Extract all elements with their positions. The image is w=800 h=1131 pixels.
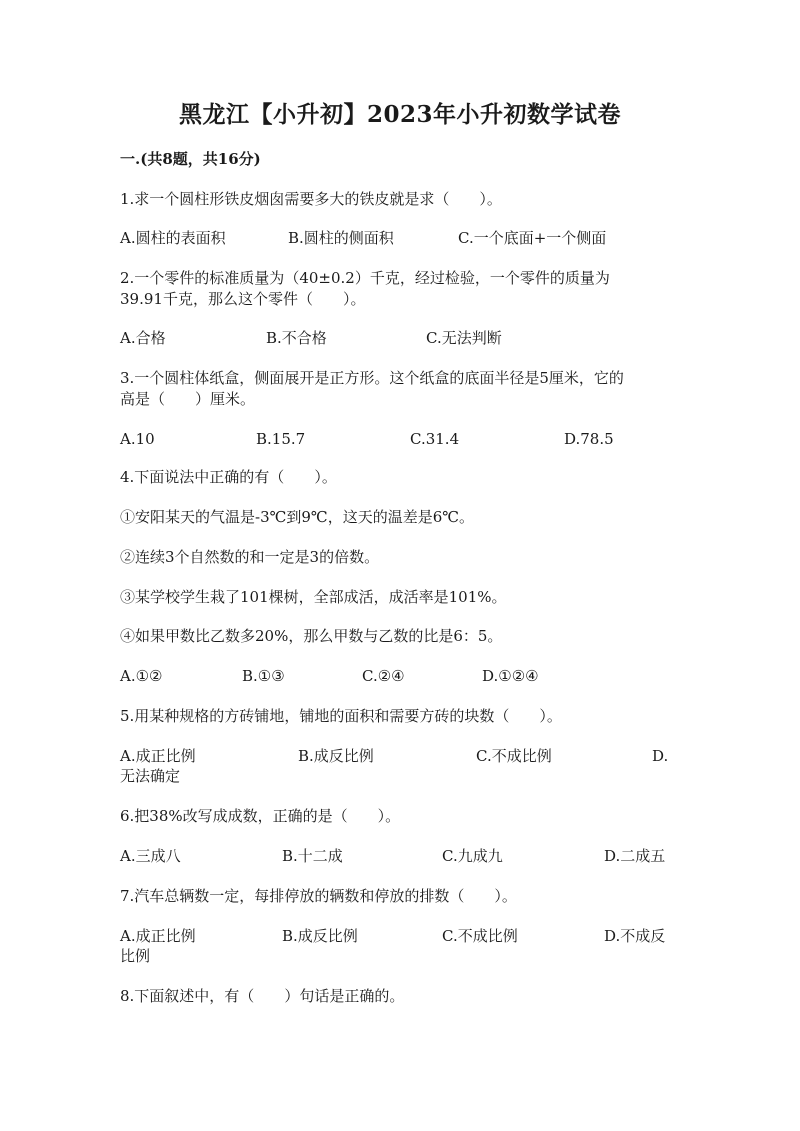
question-3-option-c: C.31.4: [410, 430, 460, 448]
question-3-stem-line-1: 3.一个圆柱体纸盒，侧面展开是正方形。这个纸盒的底面半径是5厘米，它的: [120, 369, 624, 387]
question-7-option-d-wrap: 比例: [120, 947, 151, 965]
question-1-option-b: B.圆柱的侧面积: [288, 229, 394, 247]
question-7-option-d: D.不成反: [604, 927, 666, 945]
question-4-option-a: A.①②: [120, 667, 163, 685]
question-3-stem-line-2: 高是（ ）厘米。: [120, 390, 256, 408]
question-5-option-d-wrap: 无法确定: [120, 767, 181, 785]
question-2-option-b: B.不合格: [266, 329, 327, 347]
question-7-stem: 7.汽车总辆数一定，每排停放的辆数和停放的排数（ ）。: [120, 887, 517, 905]
question-3-option-d: D.78.5: [564, 430, 614, 448]
question-1-stem: 1.求一个圆柱形铁皮烟囱需要多大的铁皮就是求（ ）。: [120, 190, 502, 208]
question-2-stem-line-2: 39.91千克，那么这个零件（ ）。: [120, 290, 366, 308]
question-4-statement-3: ③某学校学生栽了101棵树，全部成活，成活率是101%。: [120, 588, 507, 606]
question-7-option-b: B.成反比例: [282, 927, 358, 945]
question-5-stem: 5.用某种规格的方砖铺地，铺地的面积和需要方砖的块数（ ）。: [120, 707, 562, 725]
question-4-statement-1: ①安阳某天的气温是-3℃到9℃，这天的温差是6℃。: [120, 508, 475, 526]
question-1-option-a: A.圆柱的表面积: [120, 229, 226, 247]
question-6-stem: 6.把38%改写成成数，正确的是（ ）。: [120, 807, 401, 825]
question-5-option-a: A.成正比例: [120, 747, 196, 765]
question-6-option-d: D.二成五: [604, 847, 666, 865]
question-2-option-a: A.合格: [120, 329, 166, 347]
question-3-option-b: B.15.7: [256, 430, 306, 448]
question-7-option-a: A.成正比例: [120, 927, 196, 945]
question-4-stem: 4.下面说法中正确的有（ ）。: [120, 468, 337, 486]
question-5-option-b: B.成反比例: [298, 747, 374, 765]
question-2-option-c: C.无法判断: [426, 329, 502, 347]
question-6-option-a: A.三成八: [120, 847, 181, 865]
question-6-option-c: C.九成九: [442, 847, 503, 865]
question-4-option-d: D.①②④: [482, 667, 539, 685]
question-2-stem-line-1: 2.一个零件的标准质量为（40±0.2）千克，经过检验，一个零件的质量为: [120, 269, 610, 287]
question-3-option-a: A.10: [120, 430, 155, 448]
page-title: 黑龙江【小升初】2023年小升初数学试卷: [178, 101, 621, 128]
question-4-option-c: C.②④: [362, 667, 405, 685]
question-4-statement-4: ④如果甲数比乙数多20%，那么甲数与乙数的比是6：5。: [120, 627, 503, 645]
section-header: 一.(共8题，共16分): [120, 150, 261, 168]
question-1-option-c: C.一个底面+一个侧面: [458, 229, 607, 247]
question-4-option-b: B.①③: [242, 667, 285, 685]
question-5-option-c: C.不成比例: [476, 747, 552, 765]
question-8-stem: 8.下面叙述中，有（ ）句话是正确的。: [120, 987, 405, 1005]
question-4-statement-2: ②连续3个自然数的和一定是3的倍数。: [120, 548, 380, 566]
question-5-option-d: D.: [652, 747, 669, 765]
question-7-option-c: C.不成比例: [442, 927, 518, 945]
question-6-option-b: B.十二成: [282, 847, 343, 865]
